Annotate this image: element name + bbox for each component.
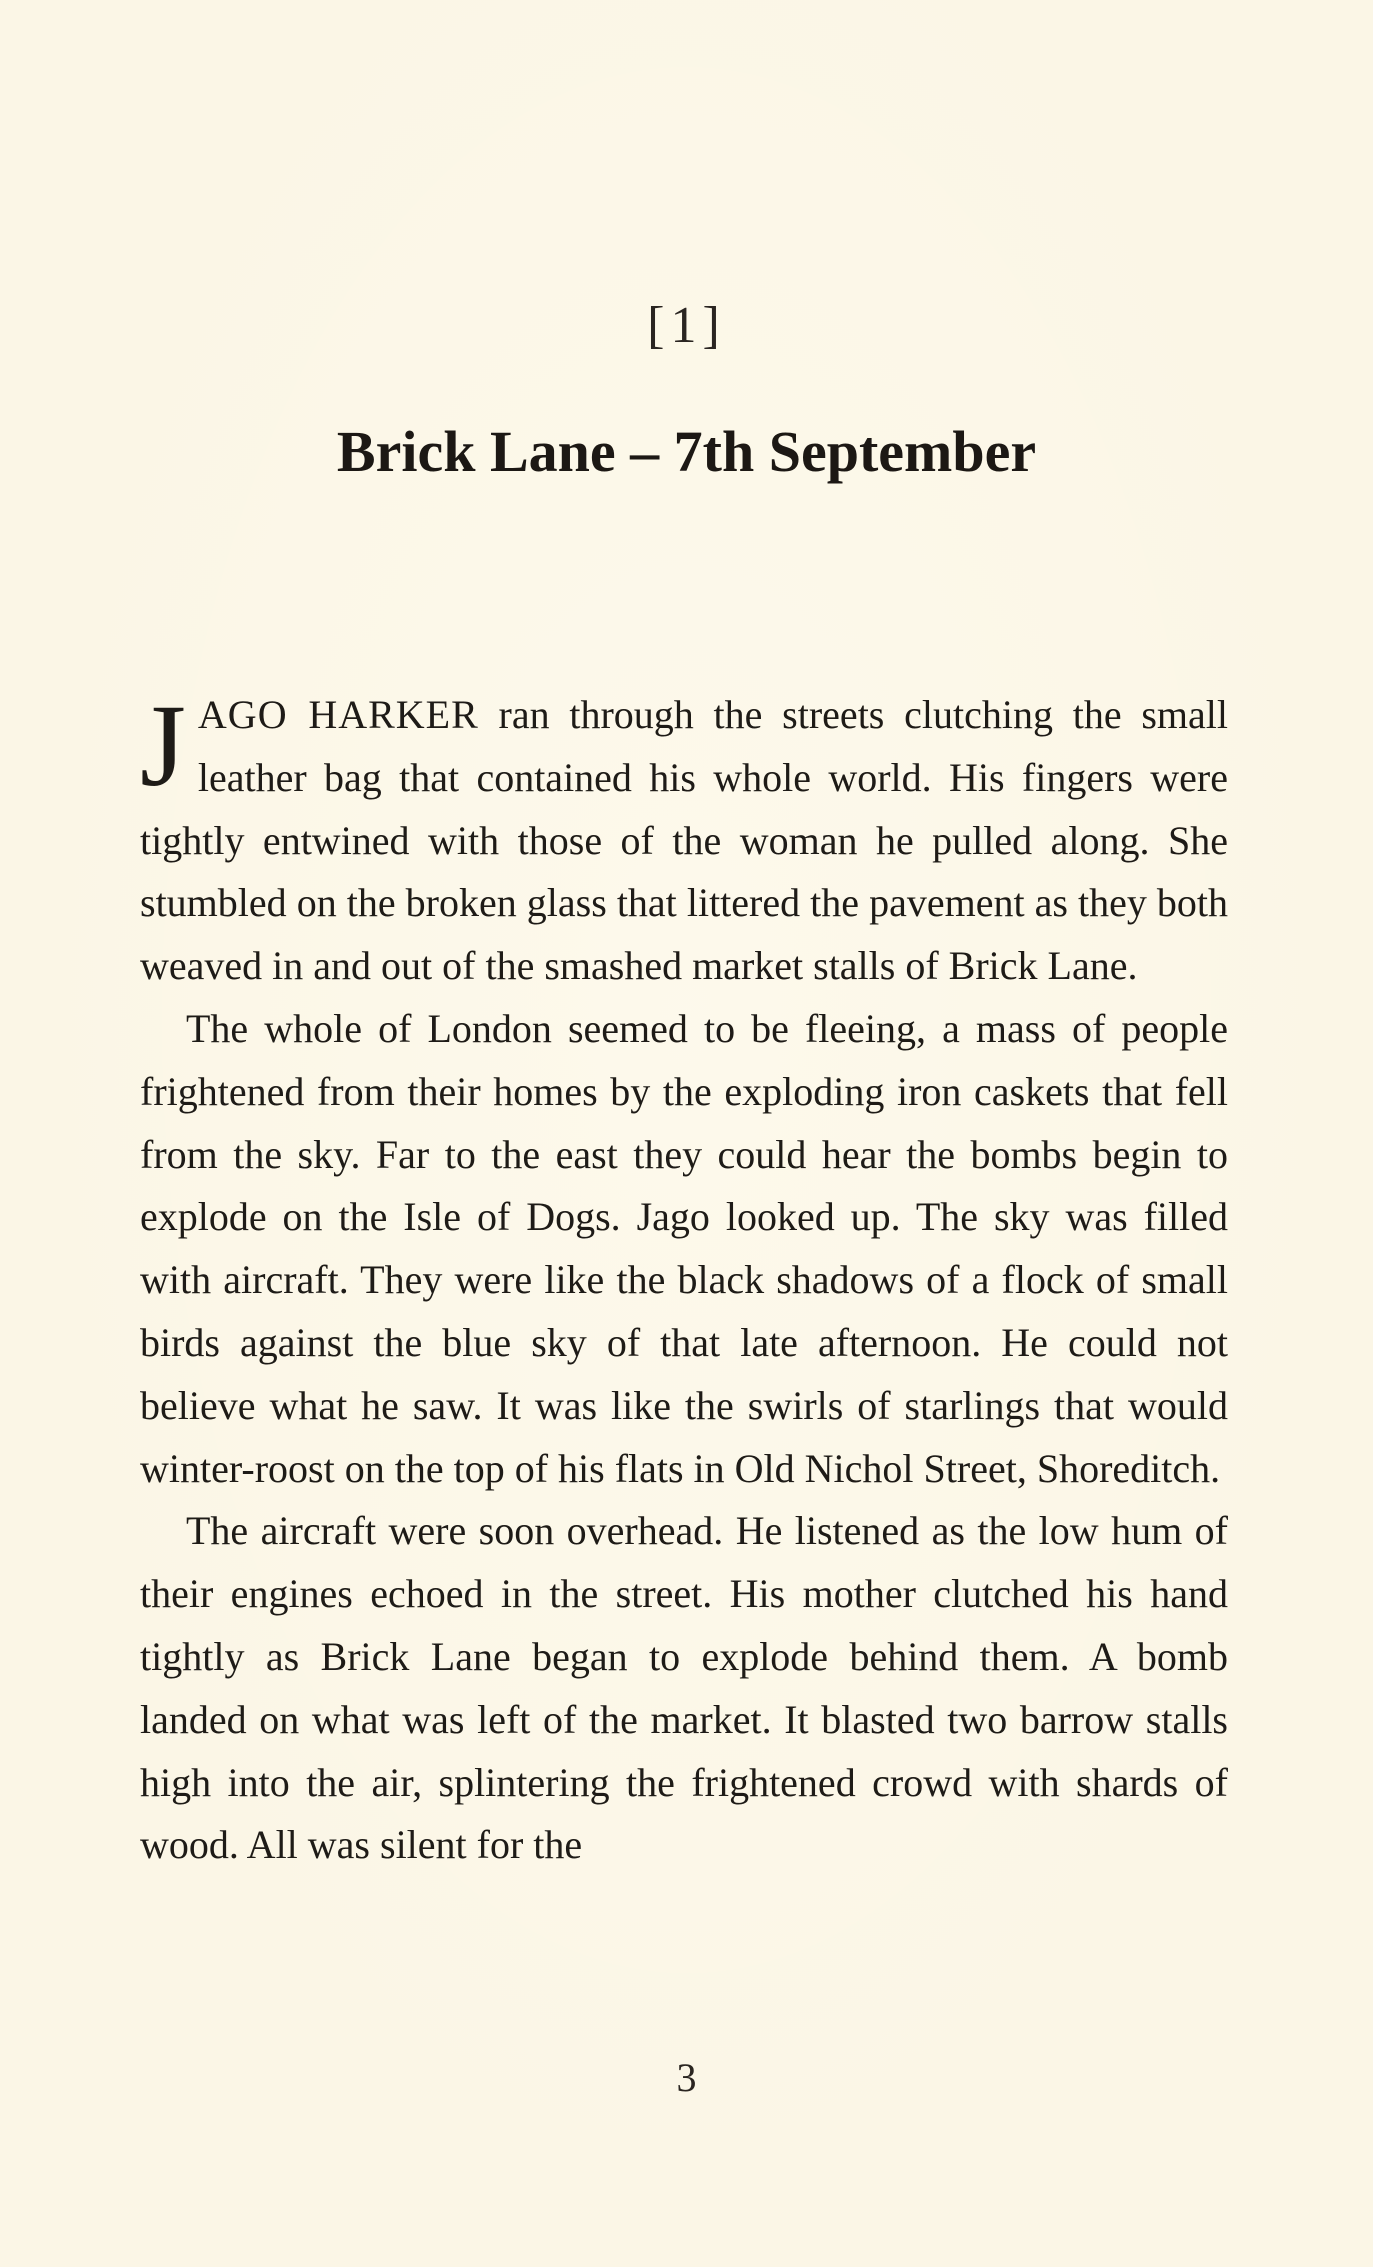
page-number: 3: [676, 2055, 697, 2100]
drop-cap: J: [140, 680, 186, 811]
chapter-body: [140, 680, 1228, 1877]
paragraph-3: The aircraft were soon overhead. He listened as the low hum of their engines echoed in the street. His mother clutched his hand tightly as Brick Lane began to explode behind them. A bomb landed on what was left of the market. It blasted two barrow stalls high into the air, splintering the frightened crowd with shards of wood. All was silent for the: [140, 1508, 1228, 1868]
chapter-title: Brick Lane – 7th September: [336, 419, 1037, 484]
opening-small-caps: AGO HARKER: [197, 692, 479, 737]
paragraph-1: [140, 680, 1228, 998]
paragraph-1-text: ran through the streets clutching the small leather bag that contained his whole world. His fingers were tightly entwined with those of the woman he pulled along. She stumbled on the broken glass that littered the pavement as they both weaved in and out of the smashed market stalls of Brick Lane.: [140, 692, 1228, 989]
paragraph-2: The whole of London seemed to be fleeing, a mass of people frightened from their homes by the exploding iron caskets that fell from the sky. Far to the east they could hear the bombs begin to explode on the Isle of Dogs. Jago looked up. The sky was filled with aircraft. They were like the black shadows of a flock of small birds against the blue sky of that late afternoon. He could not believe what he saw. It was like the swirls of starlings that would winter-roost on the top of his flats in Old Nichol Street, Shoreditch.: [140, 1005, 1228, 1491]
chapter-number: [1]: [647, 297, 726, 354]
